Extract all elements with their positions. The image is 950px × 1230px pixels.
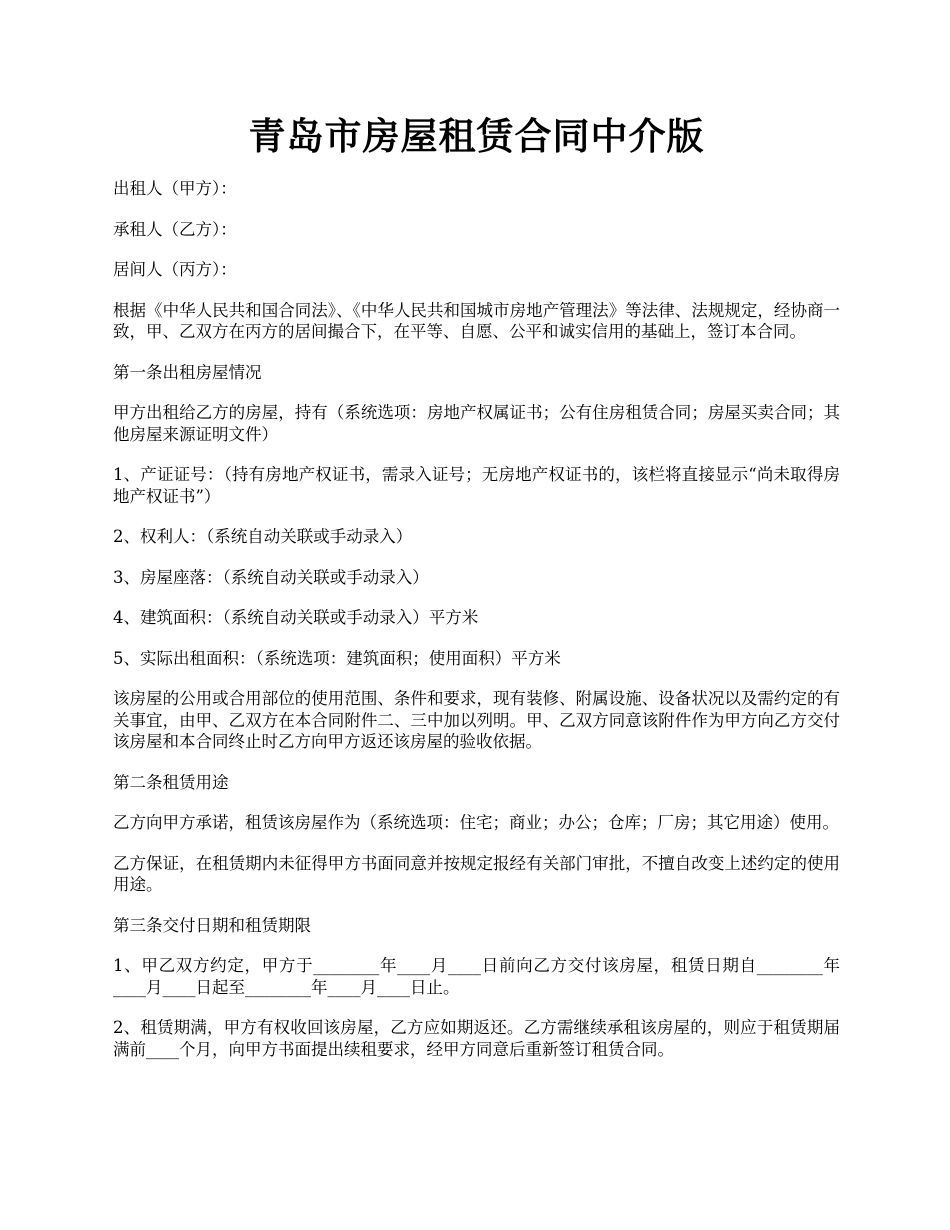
article-1-item-3: 3、房屋座落：（系统自动关联或手动录入） (113, 567, 429, 587)
party-c-line: 居间人（丙方）： (113, 260, 237, 279)
article-1-details: 该房屋的公用或合用部位的使用范围、条件和要求，现有装修、附属设施、设备状况以及需约定的有关事宜，由甲、乙双方在本合同附件二、三中加以列明。甲、乙双方同意该附件作为甲方向乙方交付该房屋和本合同终止时乙方向甲方返还该房屋的验收依据。 (113, 689, 840, 751)
document-page (113, 108, 840, 1079)
article-2-guarantee: 乙方保证，在租赁期内未征得甲方书面同意并按规定报经有关部门审批，不擅自改变上述约定的使用用途。 (113, 853, 840, 894)
article-1-intro: 甲方出租给乙方的房屋，持有（系统选项：房地产权属证书；公有住房租赁合同；房屋买卖合同；其他房屋来源证明文件） (113, 403, 840, 444)
article-3-item-2: 2、租赁期满，甲方有权收回该房屋，乙方应如期返还。乙方需继续承租该房屋的，则应于租赁期届满前____个月，向甲方书面提出续租要求，经甲方同意后重新签订租赁合同。 (113, 1018, 840, 1059)
article-2-heading: 第二条租赁用途 (113, 772, 229, 792)
article-1-item-5: 5、实际出租面积：（系统选项：建筑面积；使用面积）平方米 (113, 648, 561, 668)
preamble-paragraph: 根据《中华人民共和国合同法》、《中华人民共和国城市房地产管理法》等法律、法规规定，经协商一致，甲、乙双方在丙方的居间撮合下，在平等、自愿、公平和诚实信用的基础上，签订本合同。 (113, 300, 840, 341)
party-a-line: 出租人（甲方）： (113, 179, 237, 198)
document-title: 青岛市房屋租赁合同中介版 (248, 114, 705, 158)
article-1-item-1: 1、产证证号：（持有房地产权证书，需录入证号；无房地产权证书的，该栏将直接显示“尚未取得房地产权证书”） (113, 465, 840, 506)
article-1-item-4: 4、建筑面积：（系统自动关联或手动录入）平方米 (113, 608, 479, 627)
article-1-heading: 第一条出租房屋情况 (113, 362, 262, 382)
article-3-item-1: 1、甲乙双方约定，甲方于________年____月____日前向乙方交付该房屋，租赁日期自________年____月____日起至________年____月____日止。 (113, 956, 840, 997)
article-1-item-2: 2、权利人：（系统自动关联或手动录入） (113, 527, 413, 546)
party-b-line: 承租人（乙方）： (113, 219, 237, 239)
article-3-heading: 第三条交付日期和租赁期限 (113, 915, 311, 935)
article-2-usage: 乙方向甲方承诺，租赁该房屋作为（系统选项：住宅；商业；办公；仓库；厂房；其它用途）使用。 (113, 813, 839, 832)
